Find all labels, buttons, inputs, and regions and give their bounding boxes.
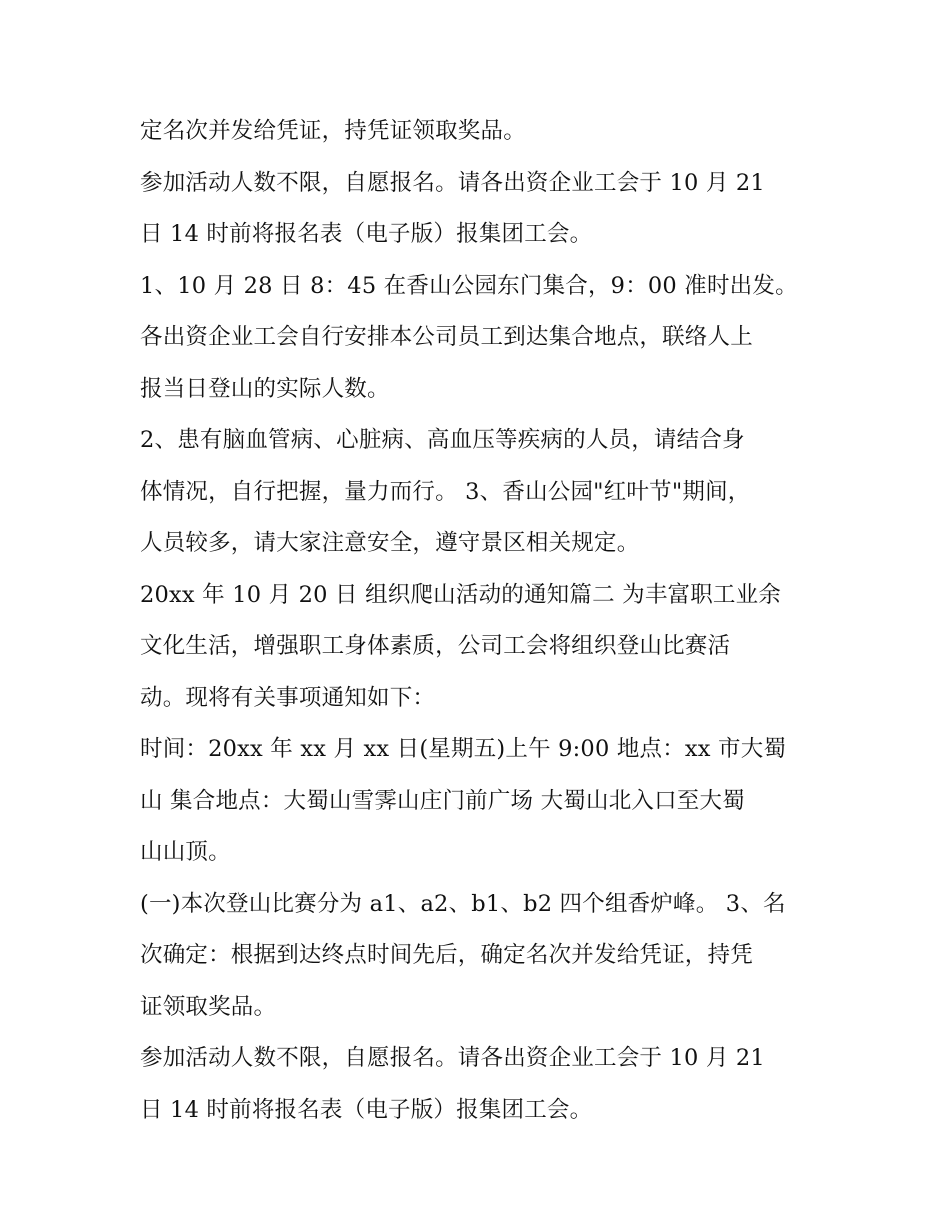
text-line: (一)本次登山比赛分为 a1、a2、b1、b2 四个组香炉峰。 3、名 xyxy=(140,890,786,917)
text-line: 证领取奖品。 xyxy=(140,993,277,1020)
text-line: 20xx 年 10 月 20 日 组织爬山活动的通知篇二 为丰富职工业余 xyxy=(140,581,782,608)
text-line: 报当日登山的实际人数。 xyxy=(140,375,390,402)
text-line: 日 14 时前将报名表（电子版）报集团工会。 xyxy=(140,221,593,247)
text-line: 人员较多，请大家注意安全，遵守景区相关规定。 xyxy=(140,530,640,556)
text-line: 体情况，自行把握，量力而行。 3、香山公园"红叶节"期间， xyxy=(140,478,751,505)
text-line: 定名次并发给凭证，持凭证领取奖品。 xyxy=(140,118,526,144)
text-line: 山 集合地点：大蜀山雪霁山庄门前广场 大蜀山北入口至大蜀 xyxy=(140,787,745,814)
text-line: 时间：20xx 年 xx 月 xx 日(星期五)上午 9:00 地点：xx 市大蜀 xyxy=(140,736,787,762)
text-line: 各出资企业工会自行安排本公司员工到达集合地点，联络人上 xyxy=(140,324,753,350)
text-line: 1、10 月 28 日 8：45 在香山公园东门集合，9：00 准时出发。 xyxy=(140,272,798,299)
text-line: 参加活动人数不限，自愿报名。请各出资企业工会于 10 月 21 xyxy=(140,169,765,196)
text-line: 次确定：根据到达终点时间先后，确定名次并发给凭证，持凭 xyxy=(140,942,753,968)
document-body xyxy=(140,106,840,1136)
text-line: 日 14 时前将报名表（电子版）报集团工会。 xyxy=(140,1096,593,1123)
text-line: 文化生活，增强职工身体素质，公司工会将组织登山比赛活 xyxy=(140,633,731,659)
text-line: 动。现将有关事项通知如下： xyxy=(140,684,436,711)
text-line: 山山顶。 xyxy=(140,839,231,865)
text-line: 参加活动人数不限，自愿报名。请各出资企业工会于 10 月 21 xyxy=(140,1045,765,1071)
text-line: 2、患有脑血管病、心脏病、高血压等疾病的人员，请结合身 xyxy=(140,427,745,453)
